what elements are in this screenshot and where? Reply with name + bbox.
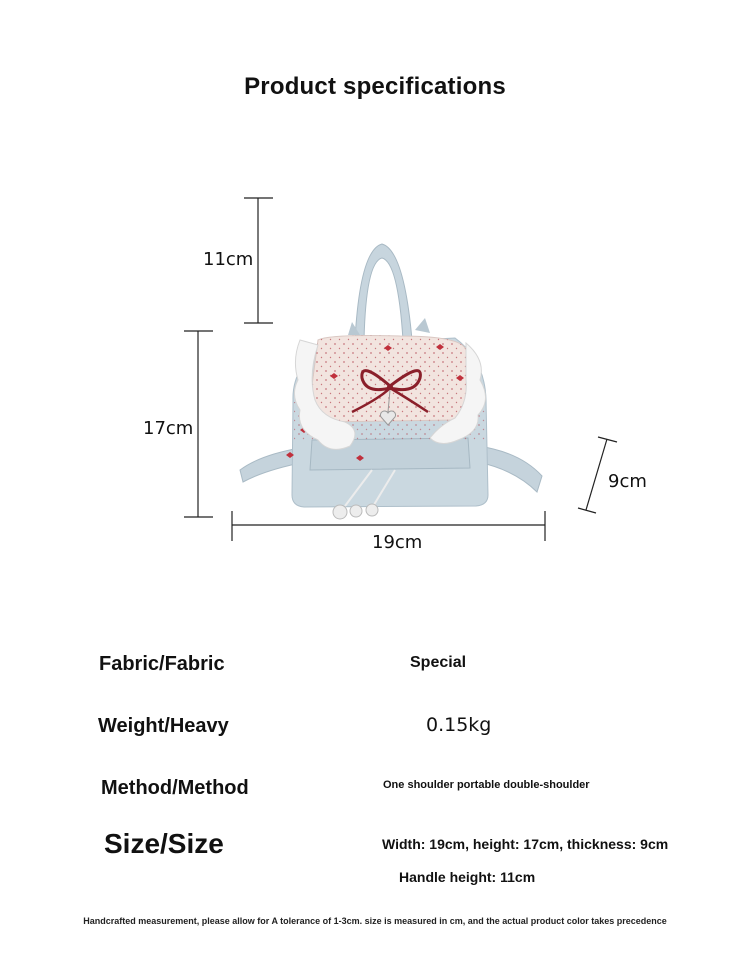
measurement-note: Handcrafted measurement, please allow for A tolerance of 1-3cm. size is measured in cm, and the actual product color takes precedence xyxy=(83,916,667,926)
page-title: Product specifications xyxy=(244,73,506,100)
spec-size-value: Width: 19cm, height: 17cm, thickness: 9cm xyxy=(382,836,669,852)
spec-weight-label: Weight/Heavy xyxy=(98,715,229,737)
spec-method-value: One shoulder portable double-shoulder xyxy=(383,779,590,791)
body-height-label: 17cm xyxy=(143,418,194,439)
spec-weight-value: 0.15kg xyxy=(426,714,492,736)
spec-fabric-value: Special xyxy=(410,654,467,671)
handle-height-label: 11cm xyxy=(203,249,254,270)
spec-method-label: Method/Method xyxy=(101,777,249,799)
spec-handle-height-value: Handle height: 11cm xyxy=(399,869,536,885)
backpack-image xyxy=(240,244,542,519)
thickness-label: 9cm xyxy=(608,471,647,492)
body-width-label: 19cm xyxy=(372,532,423,553)
spec-fabric-label: Fabric/Fabric xyxy=(99,653,225,675)
spec-size-label: Size/Size xyxy=(104,828,224,859)
